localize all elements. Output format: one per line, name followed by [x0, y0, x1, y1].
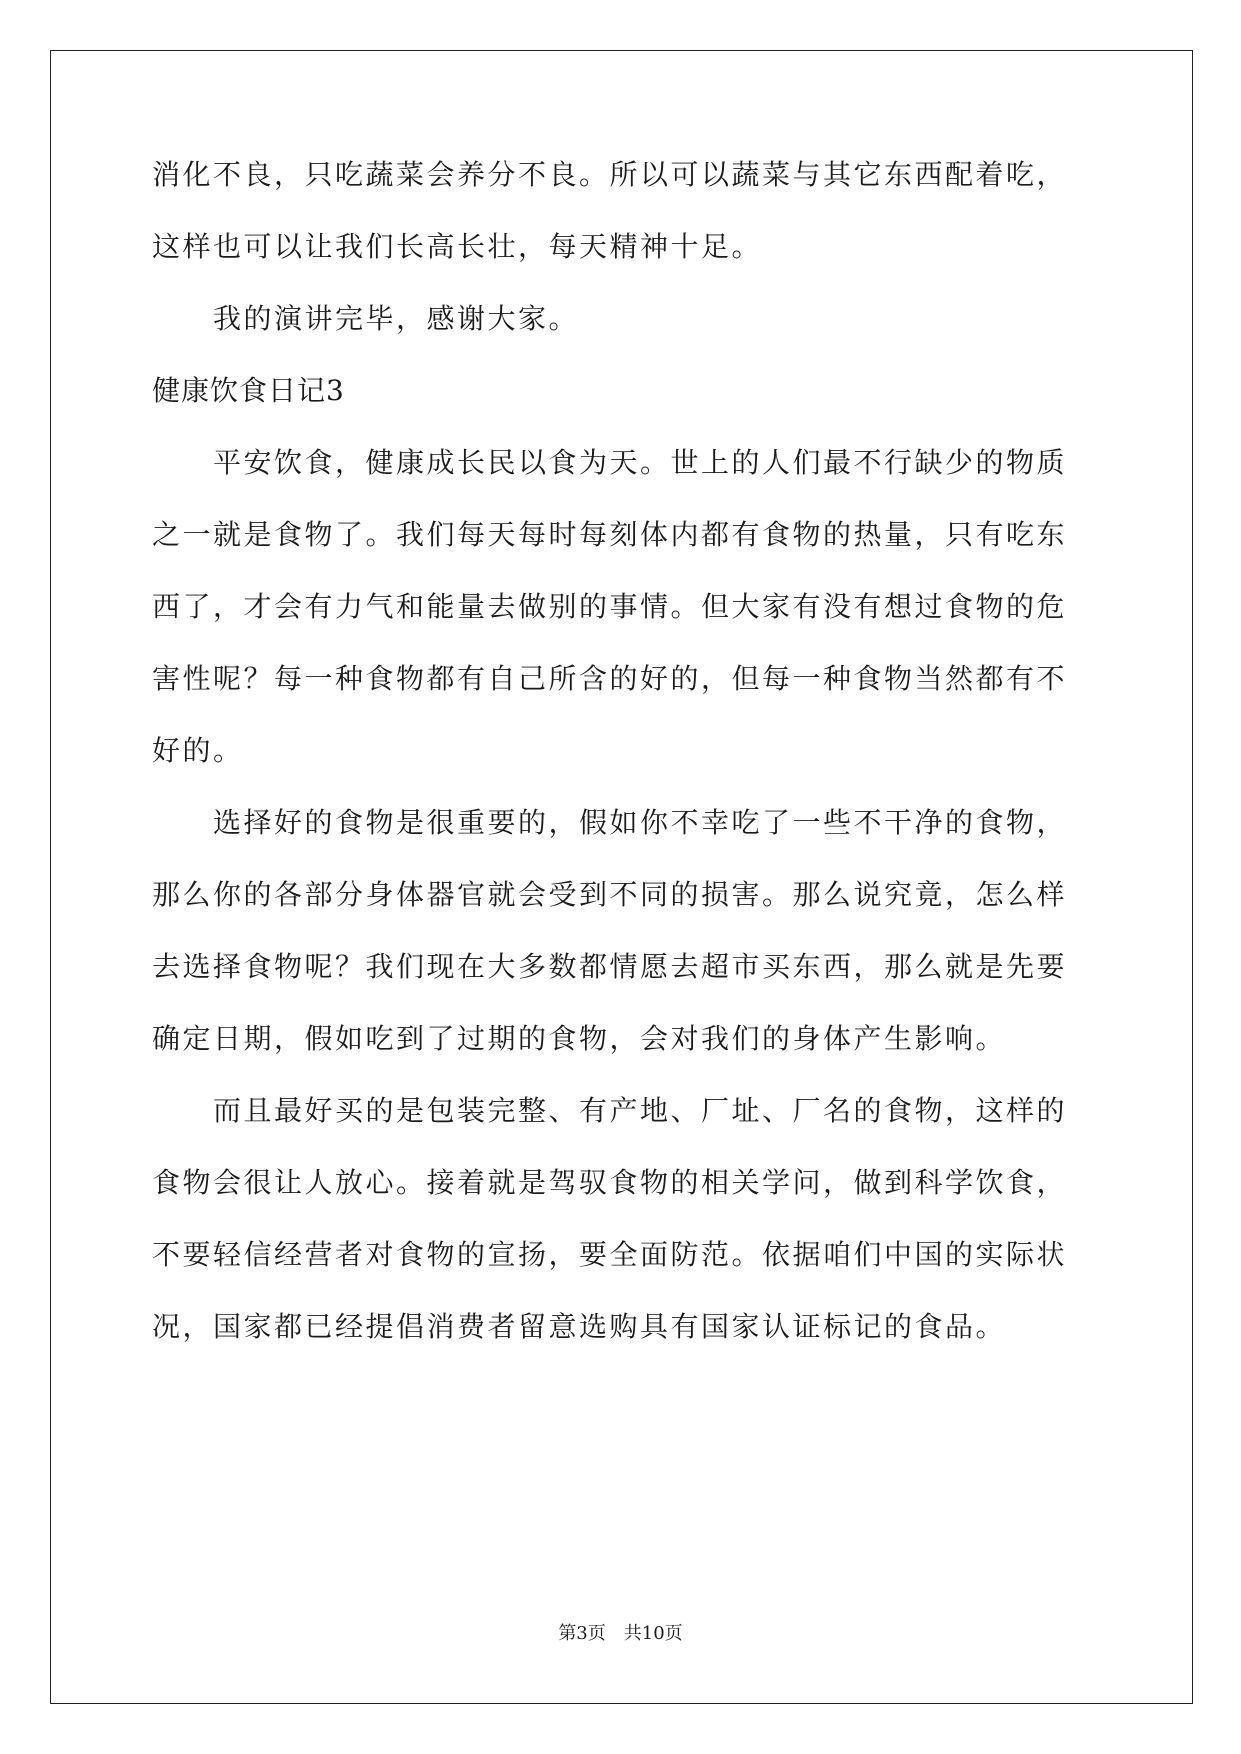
text-line: 不要轻信经营者对食物的宣扬，要全面防范。依据咱们中国的实际状 — [152, 1238, 1068, 1271]
text-line: 消化不良，只吃蔬菜会养分不良。所以可以蔬菜与其它东西配着吃， — [152, 158, 1068, 191]
text-line: 之一就是食物了。我们每天每时每刻体内都有食物的热量，只有吃东 — [152, 518, 1068, 551]
text-line: 平安饮食，健康成长民以食为天。世上的人们最不行缺少的物质 — [152, 446, 1068, 479]
page-number-footer: 第3页 共10页 — [558, 1623, 683, 1644]
text-line: 这样也可以让我们长高长壮，每天精神十足。 — [152, 230, 763, 263]
text-line: 况，国家都已经提倡消费者留意选购具有国家认证标记的食品。 — [152, 1310, 1007, 1343]
text-line: 那么你的各部分身体器官就会受到不同的损害。那么说究竟，怎么样 — [152, 878, 1068, 911]
section-heading: 健康饮食日记3 — [152, 374, 345, 407]
text-line: 食物会很让人放心。接着就是驾驭食物的相关学问，做到科学饮食， — [152, 1166, 1068, 1199]
text-line: 西了，才会有力气和能量去做别的事情。但大家有没有想过食物的危 — [152, 590, 1068, 623]
text-line: 选择好的食物是很重要的，假如你不幸吃了一些不干净的食物， — [152, 806, 1068, 839]
text-line: 好的。 — [152, 734, 244, 767]
text-line: 我的演讲完毕，感谢大家。 — [152, 302, 580, 335]
text-line: 去选择食物呢？我们现在大多数都情愿去超市买东西，那么就是先要 — [152, 950, 1068, 983]
text-line: 害性呢？每一种食物都有自己所含的好的，但每一种食物当然都有不 — [152, 662, 1068, 695]
text-line: 而且最好买的是包装完整、有产地、厂址、厂名的食物，这样的 — [152, 1094, 1068, 1127]
text-line: 确定日期，假如吃到了过期的食物，会对我们的身体产生影响。 — [152, 1022, 1007, 1055]
